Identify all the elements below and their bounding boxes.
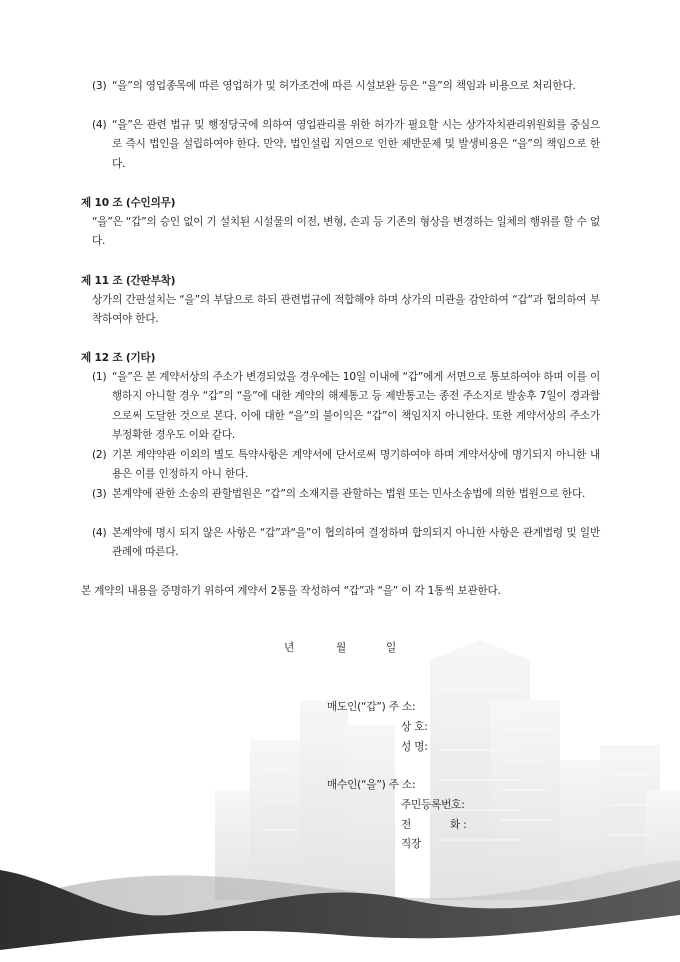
- seller-address-label: 매도인(“갑”) 주 소:: [327, 701, 416, 713]
- item-text: 본계약에 관한 소송의 관할법원은 “갑”의 소재지를 관할하는 법원 또는 민사소송법에 의한 법원으로 한다.: [112, 488, 586, 500]
- date-day-label: 일: [386, 642, 397, 654]
- article-12-item-1: [92, 368, 600, 446]
- contract-date: [0, 640, 680, 658]
- buyer-phone-label-prefix: 전: [401, 819, 412, 831]
- date-year-label: 년: [284, 642, 295, 654]
- article-12-item-4: [92, 524, 600, 563]
- buyer-id-number-label: 주민등록번호:: [401, 799, 465, 811]
- item-number: (3): [92, 488, 107, 500]
- buyer-phone-label-suffix: 화 :: [450, 819, 467, 831]
- buyer-address-label: 매수인(“을”) 주 소:: [327, 779, 416, 791]
- date-month-label: 월: [336, 642, 347, 654]
- article-12-item-3: [92, 485, 600, 504]
- closing-statement: 본 계약의 내용을 증명하기 위하여 계약서 2통을 작성하여 “갑”과 “을” 이 각 1통씩 보관한다.: [81, 585, 501, 597]
- article-11-body: 상가의 간판설치는 “을”의 부담으로 하되 관련법규에 적합해야 하며 상가의 미관을 감안하여 “갑”과 협의하여 부착하여야 한다.: [92, 294, 600, 326]
- article-11-title: 제 11 조 (간판부착): [81, 275, 176, 287]
- item-number: (4): [92, 527, 107, 539]
- article-12-title: 제 12 조 (기타): [81, 352, 156, 364]
- article-9-item-3: [92, 77, 600, 96]
- buyer-workplace-label: 직장: [401, 838, 422, 850]
- item-text: 기본 계약약관 이외의 별도 특약사항은 계약서에 단서로써 명기하여야 하며 계약서상에 명기되지 아니한 내용은 이를 인정하지 아니 한다.: [112, 449, 600, 481]
- article-10-body: “을”은 “갑”의 승인 없이 기 설치된 시설물의 이전, 변형, 손괴 등 기존의 형상을 변경하는 일체의 행위를 할 수 없다.: [92, 216, 600, 248]
- article-12-item-2: [92, 446, 600, 485]
- seller-company-label: 상 호:: [401, 721, 428, 733]
- item-text: “을”은 본 계약서상의 주소가 변경되었을 경우에는 10일 이내에 “갑”에게 서면으로 통보하여야 하며 이를 이행하지 아니할 경우 “갑”의 “을”에 대한 계약의 해제통고 등 제반통고는 종전 주소지로 발송후 7일이 경과함으로써 도달한 것으로 본다. 이에 대한 “을”의 불이익은 “갑”이 책임지지 아니한다. 또한 계약서상의 주소가 부정확한 경우도 이와 같다.: [112, 371, 600, 442]
- article-9-item-4: [92, 116, 600, 174]
- item-text: “을”의 영업종목에 따른 영업허가 및 허가조건에 따른 시설보완 등은 “을”의 책임과 비용으로 처리한다.: [112, 80, 576, 92]
- article-10-title: 제 10 조 (수인의무): [81, 197, 176, 209]
- item-number: (2): [92, 449, 107, 461]
- city-buildings: [215, 640, 680, 900]
- item-text: 본계약에 명시 되지 않은 사항은 “갑”과“을”이 협의하여 결정하며 합의되지 아니한 사항은 관계법령 및 일반 관례에 따른다.: [112, 527, 600, 559]
- item-text: “을”은 관련 법규 및 행정당국에 의하여 영업관리를 위한 허가가 필요할 시는 상가자치관리위원회를 중심으로 즉시 법인을 설립하여야 한다. 만약, 법인설립 지연으로 인한 제반문제 및 발생비용은 “을”의 책임으로 한다.: [112, 119, 600, 170]
- item-number: (4): [92, 119, 107, 131]
- item-number: (1): [92, 371, 107, 383]
- seller-name-label: 성 명:: [401, 741, 428, 753]
- item-number: (3): [92, 80, 107, 92]
